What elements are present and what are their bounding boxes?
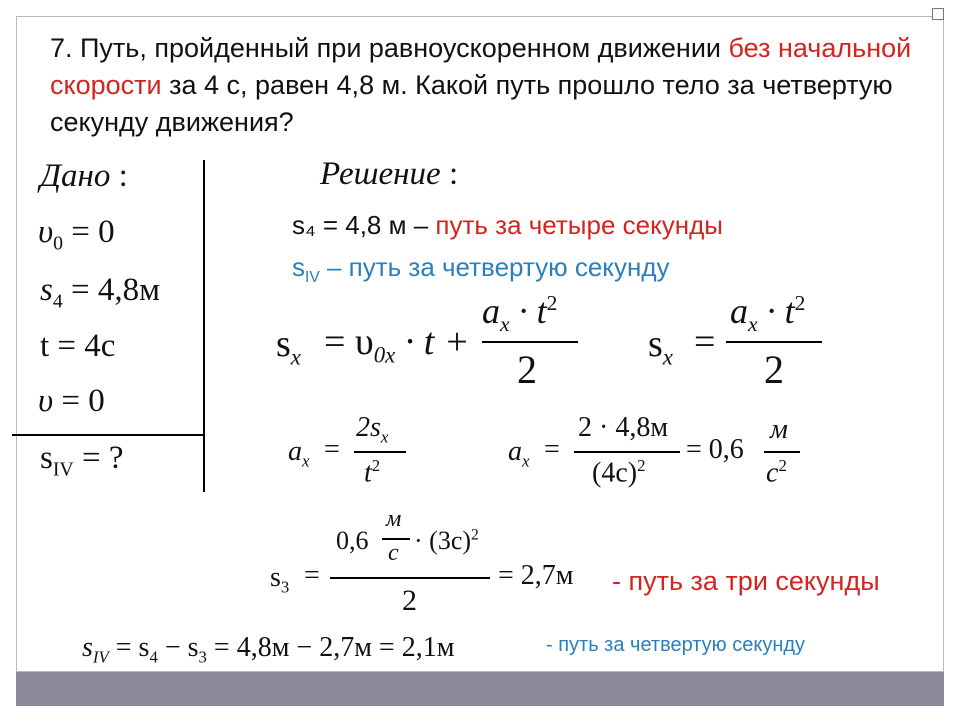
eq5-num-tail: · $(3с)^2$ <box>414 526 479 555</box>
eq4-numerator: 2 · 4,8м <box>578 412 669 443</box>
given-item-t: t = 4с <box>40 328 116 364</box>
solution-heading: Решение : <box>320 156 459 192</box>
eq1-denominator: 2 <box>517 347 537 392</box>
eq5-num-unit-numerator: м <box>386 506 402 532</box>
eq6-description: - путь за четвертую секунду <box>546 634 806 656</box>
eq3-numerator: $2s_x$ <box>356 412 389 447</box>
eq3-equals: = <box>324 434 340 465</box>
slide-corner-marker <box>932 8 944 20</box>
eq1-numerator: $a_x \cdot t^2$ <box>482 291 558 337</box>
problem-statement <box>50 30 930 141</box>
eq2-fraction-bar <box>726 341 822 343</box>
slide-footer-bar <box>16 672 944 706</box>
problem-text-after: за 4 с, равен 4,8 м. Какой путь прошло тело за четвертую секунду движения? <box>50 70 893 137</box>
eq4-unit-numerator: м <box>770 414 788 445</box>
problem-text-before: 7. Путь, пройденный при равноускоренном движении <box>50 33 729 63</box>
eq4-denominator: $(4с)^2$ <box>592 456 646 489</box>
eq5-lhs: $s_3$ <box>270 562 290 597</box>
eq1-lhs: $s_x$ <box>276 323 301 370</box>
eq4-lhs: $a_x$ <box>508 436 530 471</box>
eq5-description: - путь за три секунды <box>612 566 880 596</box>
eq4-fraction-bar <box>574 451 680 453</box>
given-heading: Дано : <box>40 158 128 194</box>
eq5-denominator: 2 <box>402 584 417 617</box>
eq4-result: = 0,6 <box>686 434 744 465</box>
eq3-denominator: $t^2$ <box>364 456 381 489</box>
eq5-num-coef: 0,6 <box>336 526 369 555</box>
given-divider-horizontal <box>12 434 204 436</box>
eq3-fraction-bar <box>354 451 406 453</box>
given-item-v0: $\upsilon_0 = 0$ <box>38 214 115 255</box>
eq1-middle: = $\upsilon_{0x} \cdot t$ + <box>324 321 470 368</box>
eq4-equals: = <box>544 434 560 465</box>
eq5-equals: = <box>304 560 320 591</box>
eq2-equals: = <box>694 321 716 363</box>
eq1-fraction-bar <box>482 341 578 343</box>
eq4-unit-fraction-bar <box>764 451 800 453</box>
given-item-s4: $s_4 = 4,8м$ <box>40 272 160 313</box>
eq2-denominator: 2 <box>764 347 784 392</box>
given-divider-vertical <box>203 160 205 492</box>
given-item-siv: $s_{IV}$ = ? <box>40 440 124 481</box>
eq4-unit-denominator: $с^2$ <box>766 456 787 489</box>
given-item-v: υ = 0 <box>38 383 105 419</box>
eq5-fraction-bar <box>330 577 490 579</box>
solution-line-1: s₄ = 4,8 м – путь за четыре секунды <box>292 210 723 240</box>
eq2-numerator: $a_x \cdot t^2$ <box>730 291 806 337</box>
eq5-result: = 2,7м <box>498 560 574 591</box>
eq6-formula: $s_{IV} = s_4 - s_3 = 4,8м - 2,7м = 2,1м$ <box>82 632 455 667</box>
eq2-lhs: $s_x$ <box>648 323 673 370</box>
eq5-num-unit-denominator: с <box>388 540 399 566</box>
solution-line-2: $s_{IV}$ – путь за четвертую секунду <box>292 252 670 287</box>
problem-text-highlight: без начальной скорости <box>50 33 912 100</box>
eq3-lhs: $a_x$ <box>288 436 310 471</box>
